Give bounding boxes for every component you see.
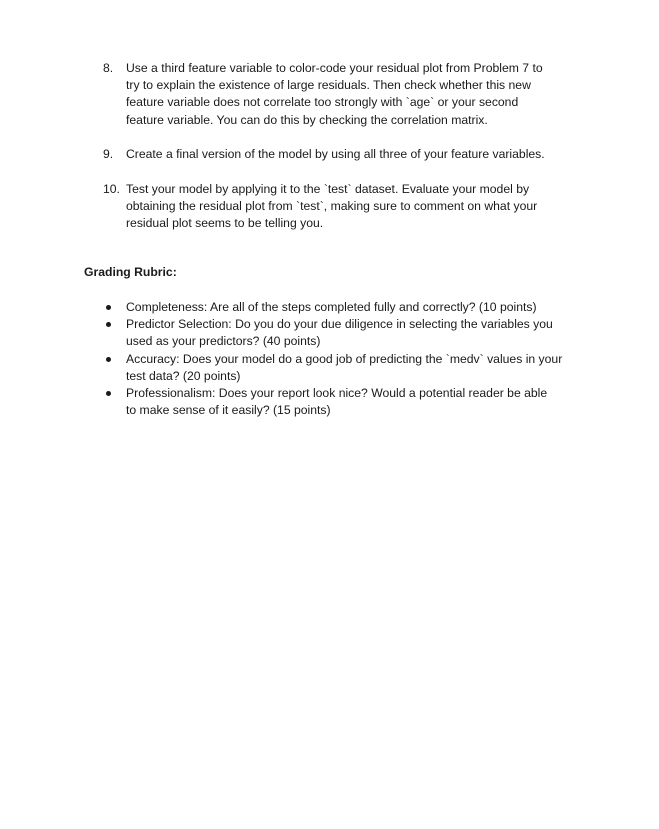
rubric-item-text — [126, 351, 603, 385]
text-line: residual plot seems to be telling you. — [126, 216, 324, 231]
bullet-icon — [103, 316, 126, 350]
bullet-icon — [103, 351, 126, 385]
list-number: 10. — [103, 182, 120, 197]
text-line: Create a final version of the model by using all three of your feature variables. — [126, 147, 545, 162]
text-line: test data? (20 points) — [126, 368, 241, 383]
list-item-text — [126, 181, 603, 233]
list-item-9 — [103, 146, 603, 163]
text-line: feature variable does not correlate too strongly with `age` or your second — [126, 95, 519, 110]
text-line: Test your model by applying it to the `test` dataset. Evaluate your model by — [126, 182, 530, 197]
rubric-item-completeness — [103, 299, 603, 316]
rubric-item-accuracy — [103, 351, 603, 385]
rubric-item-text — [126, 385, 603, 419]
list-item-10 — [103, 181, 603, 233]
text-line: to make sense of it easily? (15 points) — [126, 403, 331, 418]
rubric-item-professionalism — [103, 385, 603, 419]
text-line: used as your predictors? (40 points) — [126, 334, 321, 349]
text-line: Predictor Selection: Do you do your due diligence in selecting the variables you — [126, 317, 553, 332]
text-line: Accuracy: Does your model do a good job of predicting the `medv` values in your — [126, 351, 563, 366]
text-line: obtaining the residual plot from `test`, making sure to comment on what your — [126, 199, 538, 214]
list-number: 9. — [103, 147, 114, 162]
numbered-list — [103, 60, 603, 250]
bullet-icon — [103, 299, 126, 316]
text-line: Completeness: Are all of the steps completed fully and correctly? (10 points) — [126, 300, 537, 314]
rubric-list — [103, 299, 603, 419]
text-line: feature variable. You can do this by checking the correlation matrix. — [126, 112, 488, 127]
list-item-text — [126, 146, 603, 163]
list-item-8 — [103, 60, 603, 129]
text-line: Professionalism: Does your report look nice? Would a potential reader be able — [126, 386, 548, 401]
rubric-heading: Grading Rubric: — [84, 265, 177, 279]
rubric-item-text — [126, 316, 603, 350]
list-item-text — [126, 60, 603, 129]
rubric-item-text — [126, 299, 603, 316]
list-number: 8. — [103, 61, 114, 75]
rubric-item-predictor-selection — [103, 316, 603, 350]
bullet-icon — [103, 385, 126, 419]
text-line: try to explain the existence of large residuals. Then check whether this new — [126, 78, 531, 93]
text-line: Use a third feature variable to color-code your residual plot from Problem 7 to — [126, 61, 543, 75]
